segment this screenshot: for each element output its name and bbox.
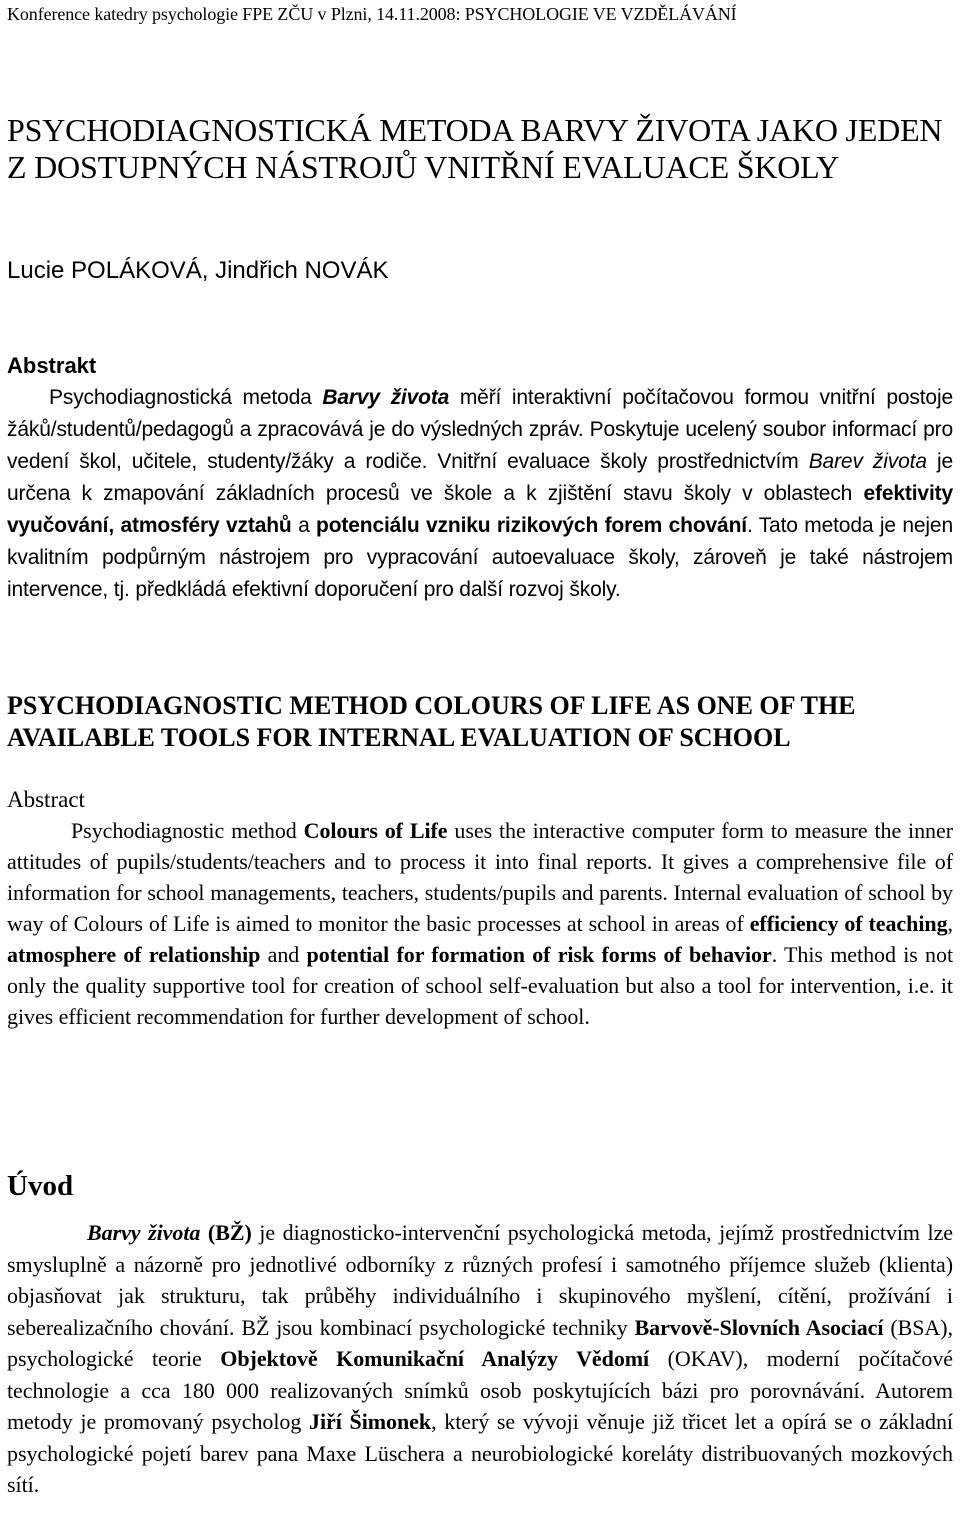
- abstract-text: měří interaktivní počítačovou formou vnitřní postoje žáků/studentů/pedagogů a zpracovává je do výsledných zpráv. Poskytuje ucelený soubor informací pro vedení škol, učitele, studenty/žáky a rodiče. Vnitřní evaluace školy prostřednictvím: [7, 386, 953, 473]
- body-text: (OKAV), moderní počítačové technologie a cca 180 000 realizovaných snímků osob poskytujících bázi pro porovnávání. Autorem metody je promovaný psycholog: [7, 1346, 953, 1434]
- body-text: , který se vývoji věnuje již třicet let a opírá se o základní psychologické pojetí barev pana Maxe Lüschera a neurobiologické koreláty distribuovaných mozkových sítí.: [7, 1409, 953, 1497]
- abstract-text: je určena k zmapování základních procesů ve škole a k zjištění stavu školy v oblastech: [7, 450, 953, 505]
- abstract-text: . This method is not only the quality supportive tool for creation of school self-evaluation but also a tool for intervention, i.e. it gives efficient recommendation for further development of school.: [7, 942, 954, 1029]
- czech-title: PSYCHODIAGNOSTICKÁ METODA BARVY ŽIVOTA JAKO JEDEN Z DOSTUPNÝCH NÁSTROJŮ VNITŘNÍ EVALUACE ŠKOLY: [7, 112, 943, 185]
- abstract-text: ,: [947, 911, 953, 936]
- abstract-text: Psychodiagnostic method: [71, 818, 304, 843]
- body-text: je diagnosticko-intervenční psychologická metoda, jejímž prostřednictvím lze smysluplně a názorně pro jednotlivé odborníky z různých profesí i samotného příjemce služeb (klienta) objasňovat jak strukturu, tak průběhy individuálního i skupinového myšlení, cítění, prožívání i seberealizačního chování. BŽ jsou kombinací psychologické techniky: [7, 1220, 954, 1340]
- area-risk-potential: potenciálu vzniku rizikových forem chování: [316, 514, 747, 537]
- space: [200, 1220, 208, 1245]
- abstract-text: a: [291, 514, 317, 537]
- area-atmosphere: atmosphere of relationship: [7, 942, 261, 967]
- area-atmosphere: atmosféry vztahů: [120, 514, 292, 537]
- czech-abstract: [7, 382, 953, 606]
- method-name-emphasis: Barvy života: [87, 1220, 201, 1245]
- method-abbreviation: (BŽ): [207, 1220, 252, 1245]
- method-name-italic: Barev života: [808, 450, 927, 473]
- abstract-text: uses the interactive computer form to measure the inner attitudes of pupils/students/teachers and to process it into final reports. It gives a comprehensive file of information for school managements, teachers, students/pupils and parents. Internal evaluation of school by way of Colours of Life is aimed to monitor the basic processes at school in areas of: [7, 818, 953, 936]
- author-name: Jiří Šimonek: [309, 1409, 432, 1434]
- separator: ,: [108, 514, 121, 537]
- theory-name: Objektově Komunikační Analýzy Vědomí: [220, 1346, 650, 1371]
- intro-heading: Úvod: [7, 1170, 74, 1202]
- method-name-emphasis: Colours of Life: [303, 818, 448, 843]
- english-title: PSYCHODIAGNOSTIC METHOD COLOURS OF LIFE AS ONE OF THE AVAILABLE TOOLS FOR INTERNAL EVALUATION OF SCHOOL: [7, 691, 856, 752]
- czech-abstract-heading: Abstrakt: [7, 353, 97, 378]
- running-header: Konference katedry psychologie FPE ZČU v Plzni, 14.11.2008: PSYCHOLOGIE VE VZDĚLÁVÁNÍ: [7, 4, 737, 24]
- authors: Lucie POLÁKOVÁ, Jindřich NOVÁK: [7, 257, 389, 284]
- abstract-text: . Tato metoda je nejen kvalitním podpůrným nástrojem pro vypracování autoevaluace školy, zároveň je také nástrojem intervence, tj. předkládá efektivní doporučení pro další rozvoj školy.: [7, 514, 953, 601]
- method-name-emphasis: Barvy života: [322, 386, 450, 409]
- area-efficiency: efektivity vyučování: [7, 482, 953, 537]
- abstract-text: and: [260, 942, 307, 967]
- english-abstract-heading: Abstract: [7, 787, 85, 812]
- area-efficiency: efficiency of teaching: [749, 911, 948, 936]
- area-risk-potential: potential for formation of risk forms of behavior: [306, 942, 772, 967]
- intro-paragraph: [7, 1217, 953, 1501]
- abstract-text: Psychodiagnostická metoda: [49, 386, 323, 409]
- technique-name: Barvově-Slovních Asociací: [634, 1314, 884, 1340]
- english-abstract: [7, 815, 953, 1032]
- body-text: (BSA), psychologické teorie: [7, 1314, 953, 1371]
